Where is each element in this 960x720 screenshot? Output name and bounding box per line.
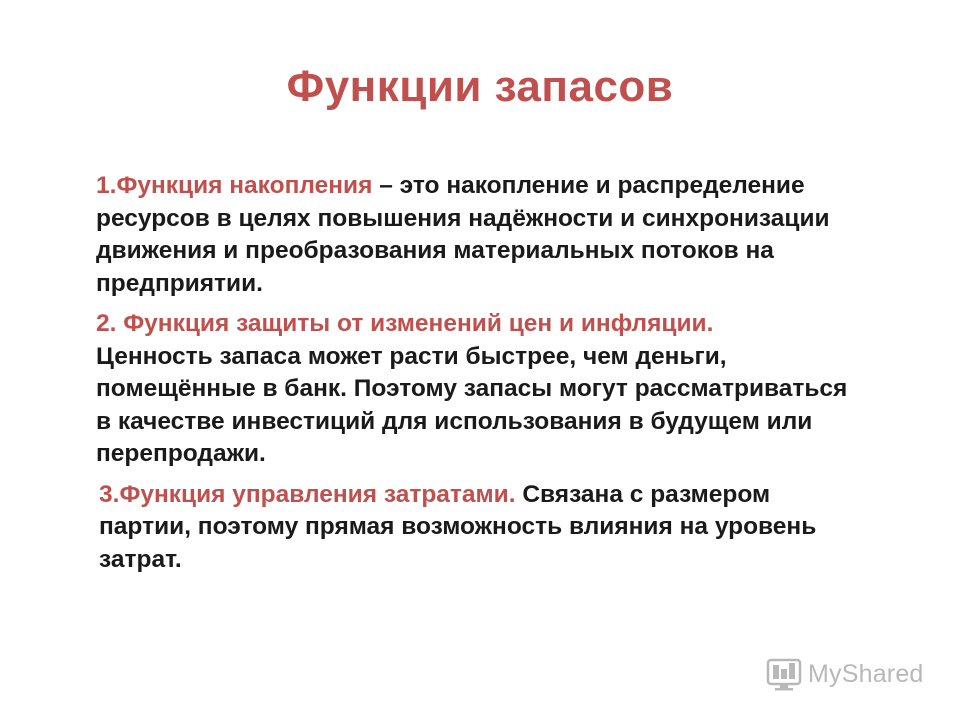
- item-number: 1.: [96, 172, 117, 199]
- watermark: [766, 656, 924, 692]
- function-item-accumulation: [95, 170, 855, 300]
- item-text: Связана с размером партии, поэтому прямая возможность влияния на уровень затрат.: [99, 480, 817, 573]
- function-item-protection: [95, 308, 855, 471]
- myshared-logo-icon: [766, 656, 802, 692]
- slide-title: Функции запасов: [286, 62, 674, 111]
- item-text: Ценность запаса может расти быстрее, чем деньги, помещённые в банк. Поэтому запасы могут рассматриваться в качестве инвестиций для использования в будущем или перепродажи.: [96, 342, 848, 467]
- item-heading: Функция защиты от изменений цен и инфляции.: [116, 310, 714, 337]
- item-number: 2.: [96, 310, 117, 337]
- item-heading: Функция управления затратами.: [119, 480, 516, 508]
- watermark-text: MyShared: [808, 659, 924, 688]
- function-item-cost-management: [95, 479, 855, 577]
- item-heading: Функция накопления: [116, 172, 373, 199]
- item-text: – это накопление и распределение ресурсов в целях повышения надёжности и синхронизации движения и преобразования материальных потоков на предприятии.: [96, 172, 830, 297]
- slide-body: [95, 170, 855, 576]
- item-number: 3.: [99, 480, 120, 508]
